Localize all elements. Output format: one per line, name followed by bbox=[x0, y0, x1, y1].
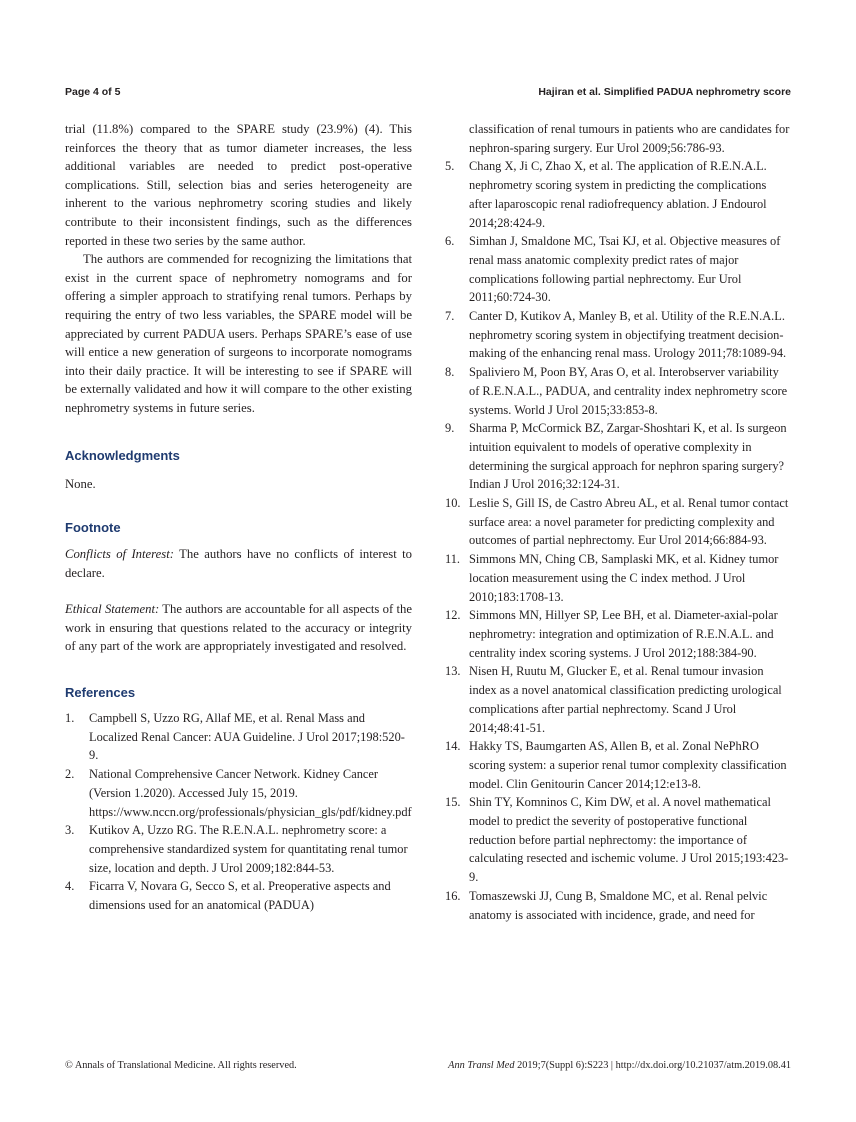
reference-item: classification of renal tumours in patients who are candidates for nephron-sparing surgery. Eur Urol 2009;56:786-93. bbox=[469, 122, 790, 155]
conflicts-text: The authors have no conflicts of interest to declare. bbox=[65, 547, 412, 580]
right-column bbox=[445, 120, 791, 924]
references-heading: References bbox=[65, 685, 136, 701]
reference-item: 1. Campbell S, Uzzo RG, Allaf ME, et al. Renal Mass and Localized Renal Cancer: AUA Guideline. J Urol 2017;198:520-9. bbox=[65, 711, 405, 763]
reference-item: 11. Simmons MN, Ching CB, Samplaski MK, et al. Kidney tumor location measurement using the C index method. J Urol 2010;183:1708-13. bbox=[445, 552, 779, 604]
reference-item: 9. Sharma P, McCormick BZ, Zargar-Shoshtari K, et al. Is surgeon intuition equivalent to models of operative complexity in determining the surgical approach for nephron sparing surgery? Indian J Urol 2016;32:124-31. bbox=[445, 421, 787, 492]
conflicts-label: Conflicts of Interest: bbox=[65, 547, 174, 562]
page-footer bbox=[65, 1060, 791, 1074]
reference-item: 12. Simmons MN, Hillyer SP, Lee BH, et al. Diameter-axial-polar nephrometry: integration and optimization of R.E.N.A.L. and centrality index scoring systems. J Urol 2012;188:384-90. bbox=[445, 608, 778, 660]
reference-item: 3. Kutikov A, Uzzo RG. The R.E.N.A.L. nephrometry score: a comprehensive standardized system for quantitating renal tumor size, location and depth. J Urol 2009;182:844-53. bbox=[65, 823, 408, 875]
acknowledgments-text: None. bbox=[65, 476, 96, 491]
reference-item: 6. Simhan J, Smaldone MC, Tsai KJ, et al. Objective measures of renal mass anatomic complexity predict rates of major complications following partial nephrectomy. Eur Urol 2011;60:724-30. bbox=[445, 234, 781, 305]
left-column bbox=[65, 120, 412, 915]
ethics-label: Ethical Statement: bbox=[65, 602, 160, 617]
copyright: © Annals of Translational Medicine. All rights reserved. bbox=[65, 1060, 297, 1071]
ethics-statement bbox=[65, 600, 412, 656]
reference-item: 15. Shin TY, Komninos C, Kim DW, et al. A novel mathematical model to predict the severity of postoperative functional reduction before partial nephrectomy: the importance of calculating resected and ischemic volume. J Urol 2015;193:423-9. bbox=[445, 795, 789, 885]
page-header bbox=[65, 86, 791, 102]
references-list-right bbox=[445, 120, 791, 924]
reference-item: 5. Chang X, Ji C, Zhao X, et al. The application of R.E.N.A.L. nephrometry scoring system in predicting the complications after laparoscopic renal radiofrequency ablation. J Endourol 2014;28:424-9. bbox=[445, 159, 767, 230]
ethics-text: The authors are accountable for all aspects of the work in ensuring that questions related to the accuracy or integrity of any part of the work are appropriately investigated and resolved. bbox=[65, 602, 412, 654]
conflicts-statement bbox=[65, 545, 412, 582]
acknowledgments-heading: Acknowledgments bbox=[65, 447, 180, 463]
reference-item: 8. Spaliviero M, Poon BY, Aras O, et al. Interobserver variability of R.E.N.A.L., PADUA, and centrality index nephrometry score systems. World J Urol 2015;33:853-8. bbox=[445, 365, 788, 417]
body-paragraph: The authors are commended for recognizing the limitations that exist in the current space of nephrometry nomograms and for offering a simpler approach to stratifying renal tumors. Perhaps by requiring the entry of two less variables, the SPARE model will be appreciated by current PADUA users. Perhaps SPARE’s ease of use will entice a new generation of surgeons to incorporate nomograms into their daily practice. It will be interesting to see if SPARE will be externally validated and how it will compare to the other existing nephrometry systems in future series. bbox=[65, 252, 412, 415]
journal-name: Ann Transl Med bbox=[448, 1060, 515, 1071]
reference-item: 7. Canter D, Kutikov A, Manley B, et al. Utility of the R.E.N.A.L. nephrometry scoring system in objectifying treatment decision-making of the enhancing renal mass. Urology 2011;78:1089-94. bbox=[445, 309, 787, 361]
references-list-left bbox=[65, 709, 412, 915]
citation-details: 2019;7(Suppl 6):S223 | http://dx.doi.org/10.21037/atm.2019.08.41 bbox=[517, 1060, 791, 1071]
page-number: Page 4 of 5 bbox=[65, 86, 121, 98]
footnote-heading: Footnote bbox=[65, 520, 121, 536]
reference-item: 16. Tomaszewski JJ, Cung B, Smaldone MC, et al. Renal pelvic anatomy is associated with incidence, grade, and need for bbox=[445, 888, 768, 922]
body-paragraph: trial (11.8%) compared to the SPARE study (23.9%) (4). This reinforces the theory that as tumor diameter increases, the less additional variables are needed to predict post-operative complications. Still, selection bias and series heterogeneity are inherent to the various nephrometry scoring studies and likely contribute to their inconsistent findings, such as the differences reported in these two series by the same author. bbox=[65, 122, 412, 248]
reference-item: 14. Hakky TS, Baumgarten AS, Allen B, et al. Zonal NePhRO scoring system: a superior renal tumor complexity classification model. Clin Genitourin Cancer 2014;12:e13-8. bbox=[445, 739, 787, 791]
reference-item: 10. Leslie S, Gill IS, de Castro Abreu AL, et al. Renal tumor contact surface area: a novel parameter for predicting complexity and outcomes of partial nephrectomy. Eur Urol 2014;66:884-93. bbox=[445, 496, 789, 548]
running-title: Hajiran et al. Simplified PADUA nephrometry score bbox=[538, 86, 791, 98]
reference-item: 2. National Comprehensive Cancer Network. Kidney Cancer (Version 1.2020). Accessed July 15, 2019. https://www.nccn.org/professionals/physician_gls/pdf/kidney.pdf bbox=[65, 767, 412, 819]
citation bbox=[448, 1060, 791, 1071]
reference-item: 4. Ficarra V, Novara G, Secco S, et al. Preoperative aspects and dimensions used for an anatomical (PADUA) bbox=[65, 879, 391, 913]
reference-item: 13. Nisen H, Ruutu M, Glucker E, et al. Renal tumour invasion index as a novel anatomical classification predicting urological complications after partial nephrectomy. Scand J Urol 2014;48:41-51. bbox=[445, 664, 782, 735]
